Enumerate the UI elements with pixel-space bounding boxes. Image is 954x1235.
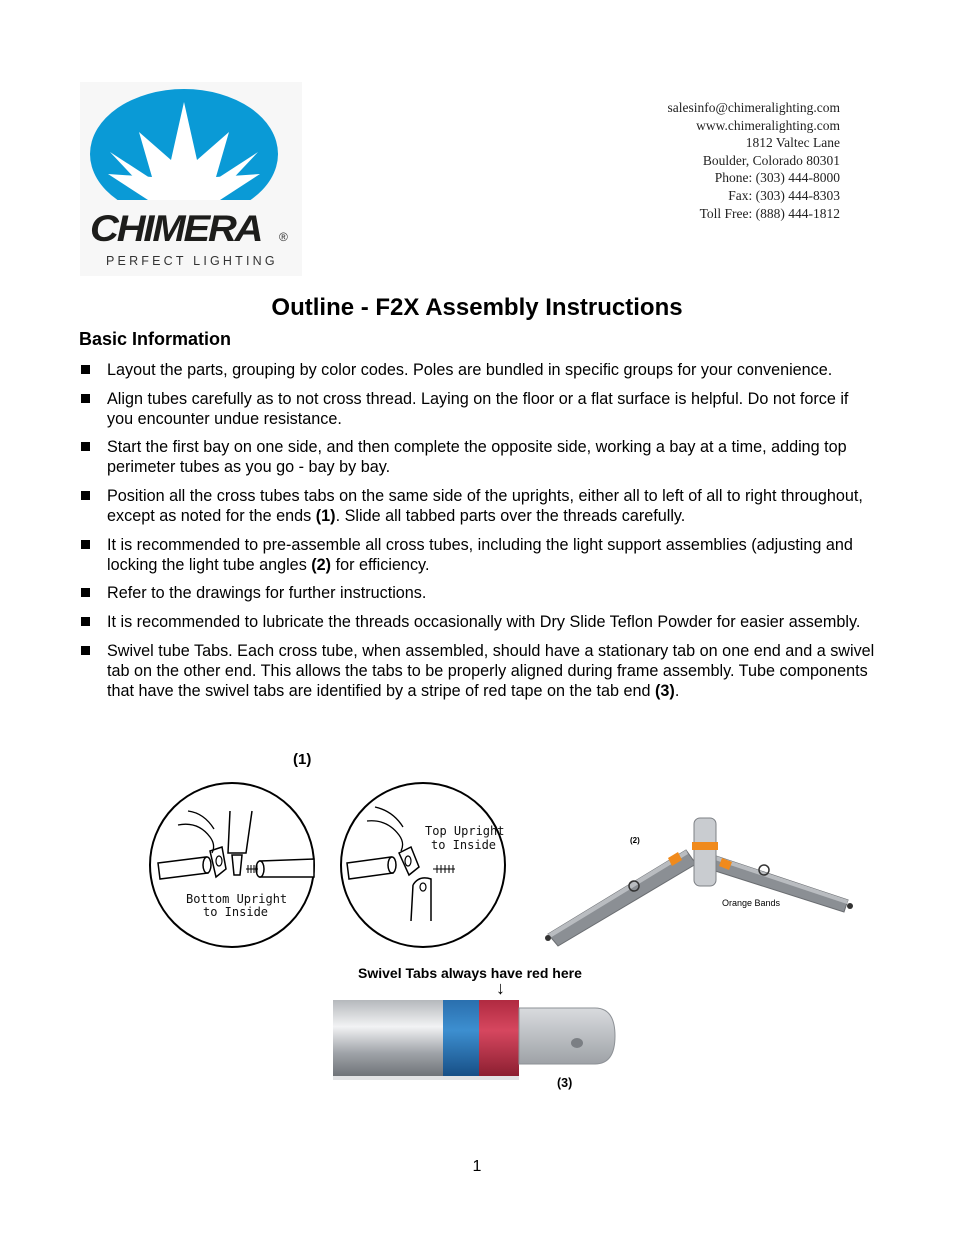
list-item: Position all the cross tubes tabs on the same side of the uprights, either all to left of all to right throughout, except as noted for the ends (1). Slide all tabbed parts over the threads carefully.: [79, 486, 879, 526]
list-item: It is recommended to pre-assemble all cross tubes, including the light support assemblies (adjusting and locking the light tube angles (2) for efficiency.: [79, 535, 879, 575]
list-item: Swivel tube Tabs. Each cross tube, when assembled, should have a stationary tab on one end and a swivel tab on the other end. This allows the tabs to be properly aligned during frame assembly. Tube components that have the swivel tabs are identified by a stripe of red tape on the tab end (3).: [79, 641, 879, 701]
figure-label-1: (1): [293, 751, 312, 768]
registered-mark: ®: [279, 230, 288, 244]
top-upright-drawing: [339, 781, 509, 951]
logo-tagline: PERFECT LIGHTING: [106, 254, 278, 268]
list-item: Align tubes carefully as to not cross thread. Laying on the floor or a flat surface is helpful. Do not force if you encounter undue resistance.: [79, 389, 879, 429]
contact-email[interactable]: salesinfo@chimeralighting.com: [667, 100, 840, 115]
logo-sunburst-icon: [80, 82, 302, 222]
bullet-square-icon: [81, 365, 90, 374]
top-upright-caption-1: Top Upright: [425, 824, 505, 838]
list-item: Layout the parts, grouping by color codes. Poles are bundled in specific groups for your convenience.: [79, 360, 879, 380]
bullet-square-icon: [81, 394, 90, 403]
light-support-assembly-photo: [536, 806, 858, 952]
contact-fax: Fax: (303) 444-8303: [728, 187, 840, 203]
bullet-square-icon: [81, 588, 90, 597]
list-item: It is recommended to lubricate the threads occasionally with Dry Slide Teflon Powder for easier assembly.: [79, 612, 879, 632]
figure-label-2: (2): [630, 836, 640, 845]
list-item: Refer to the drawings for further instructions.: [79, 583, 879, 603]
bullet-square-icon: [81, 646, 90, 655]
swivel-tube-photo: [333, 992, 617, 1080]
bullet-square-icon: [81, 491, 90, 500]
instruction-list: [79, 360, 879, 710]
logo-wordmark: CHIMERA: [90, 208, 262, 249]
contact-block: [667, 99, 840, 222]
contact-street: 1812 Valtec Lane: [745, 135, 840, 151]
page-title: Outline - F2X Assembly Instructions: [271, 294, 683, 321]
figure-label-3: (3): [557, 1076, 573, 1090]
contact-city: Boulder, Colorado 80301: [702, 152, 840, 168]
page-number: 1: [472, 1158, 482, 1175]
bullet-square-icon: [81, 540, 90, 549]
bullet-square-icon: [81, 442, 90, 451]
bottom-upright-caption-1: Bottom Upright: [186, 892, 288, 906]
bottom-upright-caption-2: to Inside: [203, 905, 269, 919]
chimera-logo: [80, 82, 302, 276]
swivel-caption: Swivel Tabs always have red here: [358, 965, 582, 981]
bullet-square-icon: [81, 617, 90, 626]
contact-tollfree: Toll Free: (888) 444-1812: [699, 205, 840, 221]
section-heading: Basic Information: [79, 329, 232, 349]
down-arrow-icon: ↓: [496, 978, 505, 998]
top-upright-caption-2: to Inside: [431, 838, 497, 852]
contact-website[interactable]: www.chimeralighting.com: [696, 117, 840, 133]
list-item: Start the first bay on one side, and then complete the opposite side, working a bay at a time, adding top perimeter tubes as you go - bay by bay.: [79, 437, 879, 477]
bottom-upright-drawing: [148, 781, 318, 951]
contact-phone: Phone: (303) 444-8000: [714, 170, 840, 186]
orange-bands-label: Orange Bands: [722, 898, 781, 908]
